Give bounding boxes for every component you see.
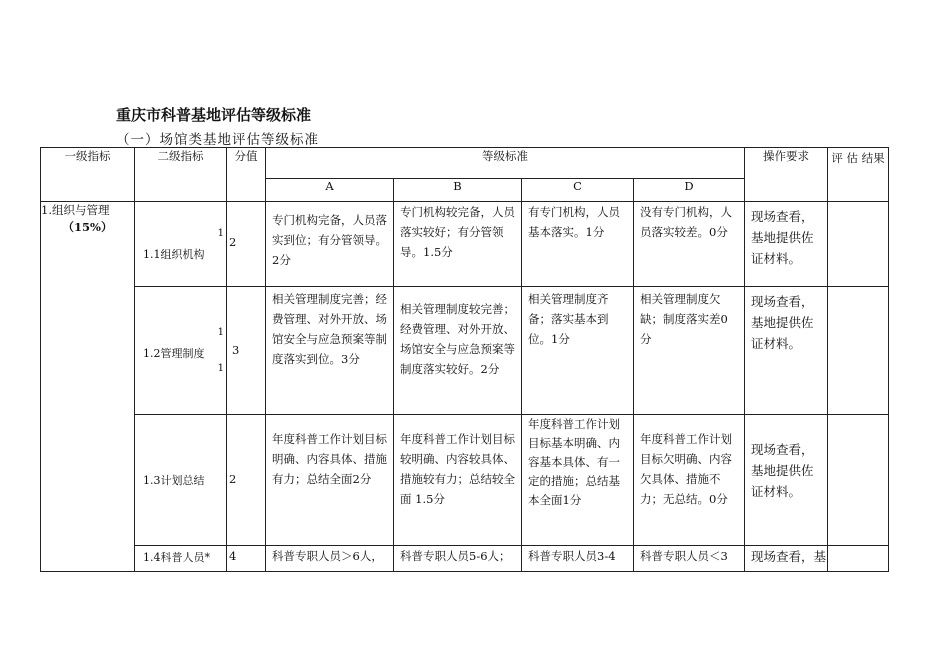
grade-a-cell bbox=[266, 202, 394, 287]
grade-d-text: 科普专职人员＜3 bbox=[640, 549, 728, 563]
grade-c-text: 科普专职人员3-4 bbox=[528, 549, 616, 563]
grade-b-text: 科普专职人员5-6人； bbox=[400, 549, 511, 563]
result-cell bbox=[828, 202, 889, 287]
grade-a-cell bbox=[266, 415, 394, 546]
table-row bbox=[41, 202, 889, 287]
score-value: 2 bbox=[229, 235, 237, 249]
side-mark: 1 bbox=[217, 327, 224, 338]
section-name: 1.组织与管理 bbox=[41, 203, 110, 217]
score-cell bbox=[227, 287, 266, 415]
level2-cell bbox=[135, 287, 227, 415]
header-level2: 二级指标 bbox=[135, 148, 227, 202]
grade-c-cell bbox=[522, 202, 634, 287]
header-grade-b: B bbox=[394, 179, 522, 202]
grade-b-cell bbox=[394, 415, 522, 546]
grade-d-text: 没有专门机构，人员落实较差。0分 bbox=[640, 205, 732, 239]
grade-d-cell bbox=[634, 415, 745, 546]
grade-c-text: 有专门机构，人员基本落实。1分 bbox=[528, 205, 620, 239]
grade-a-text: 相关管理制度完善；经费管理、对外开放、场馆安全与应急预案等制度落实到位。3分 bbox=[272, 292, 387, 366]
grade-d-text: 相关管理制度欠缺；制度落实差0分 bbox=[640, 292, 728, 346]
result-cell bbox=[828, 287, 889, 415]
document-subtitle: （一）场馆类基地评估等级标准 bbox=[116, 132, 319, 148]
grade-b-cell bbox=[394, 546, 522, 572]
header-op: 操作要求 bbox=[745, 148, 828, 202]
op-cell bbox=[745, 287, 828, 415]
header-grade: 等级标准 bbox=[266, 148, 745, 179]
level2-label: 1.4科普人员* bbox=[143, 551, 210, 564]
grade-d-cell bbox=[634, 546, 745, 572]
grade-d-text: 年度科普工作计划目标欠明确、内容欠具体、措施不力；无总结。0分 bbox=[640, 432, 732, 506]
grade-d-cell bbox=[634, 202, 745, 287]
grade-a-text: 年度科普工作计划目标明确、内容具体、措施有力；总结全面2分 bbox=[272, 432, 387, 486]
header-score: 分值 bbox=[227, 148, 266, 202]
header-grade-a: A bbox=[266, 179, 394, 202]
grade-c-text: 年度科普工作计划目标基本明确、内容基本具体、有一定的措施；总结基本全面1分 bbox=[528, 417, 620, 507]
grade-b-text: 年度科普工作计划目标较明确、内容较具体、措施较有力；总结较全面 1.5分 bbox=[400, 432, 515, 506]
grade-b-cell bbox=[394, 287, 522, 415]
op-text: 现场查看，基地提供佐证材料。 bbox=[751, 209, 814, 266]
score-value: 2 bbox=[229, 472, 237, 486]
op-cell bbox=[745, 415, 828, 546]
result-cell bbox=[828, 415, 889, 546]
level2-cell bbox=[135, 202, 227, 287]
op-text: 现场查看，基 bbox=[751, 549, 827, 564]
table-row bbox=[41, 546, 889, 572]
result-cell bbox=[828, 546, 889, 572]
grade-c-cell bbox=[522, 546, 634, 572]
grade-a-text: 专门机构完备，人员落实到位；有分管领导。2分 bbox=[272, 213, 387, 267]
grade-b-text: 相关管理制度较完善；经费管理、对外开放、场馆安全与应急预案等制度落实较好。2分 bbox=[400, 302, 515, 376]
grade-c-cell bbox=[522, 415, 634, 546]
side-mark: 1 bbox=[217, 363, 224, 374]
score-value: 3 bbox=[232, 343, 240, 357]
op-cell bbox=[745, 202, 828, 287]
grade-d-cell bbox=[634, 287, 745, 415]
header-result-text: 评 估 结果 bbox=[831, 151, 885, 165]
side-mark: 1 bbox=[217, 228, 224, 239]
score-cell bbox=[227, 202, 266, 287]
grade-a-text: 科普专职人员＞6人， bbox=[272, 549, 383, 563]
header-level1: 一级指标 bbox=[41, 148, 135, 202]
header-grade-d: D bbox=[634, 179, 745, 202]
level2-label: 1.1组织机构 bbox=[143, 248, 205, 261]
section-weight: （15%） bbox=[62, 220, 113, 234]
grade-b-text: 专门机构较完备，人员落实较好；有分管领导。1.5分 bbox=[400, 205, 515, 259]
level2-label: 1.2管理制度 bbox=[143, 347, 205, 360]
grade-a-cell bbox=[266, 546, 394, 572]
level2-cell bbox=[135, 546, 227, 572]
grade-c-cell bbox=[522, 287, 634, 415]
grade-b-cell bbox=[394, 202, 522, 287]
level2-cell bbox=[135, 415, 227, 546]
score-cell bbox=[227, 546, 266, 572]
header-grade-c: C bbox=[522, 179, 634, 202]
level2-label: 1.3计划总结 bbox=[143, 474, 205, 487]
document-title: 重庆市科普基地评估等级标准 bbox=[116, 106, 312, 124]
op-cell bbox=[745, 546, 828, 572]
section-cell bbox=[41, 202, 135, 572]
grade-a-cell bbox=[266, 287, 394, 415]
score-cell bbox=[227, 415, 266, 546]
score-value: 4 bbox=[229, 549, 237, 563]
table-row bbox=[41, 415, 889, 546]
evaluation-table bbox=[40, 147, 889, 572]
table-row bbox=[41, 287, 889, 415]
header-result bbox=[828, 148, 889, 202]
op-text: 现场查看，基地提供佐证材料。 bbox=[751, 294, 814, 351]
grade-c-text: 相关管理制度齐备；落实基本到位。1分 bbox=[528, 292, 609, 346]
op-text: 现场查看，基地提供佐证材料。 bbox=[751, 442, 814, 499]
